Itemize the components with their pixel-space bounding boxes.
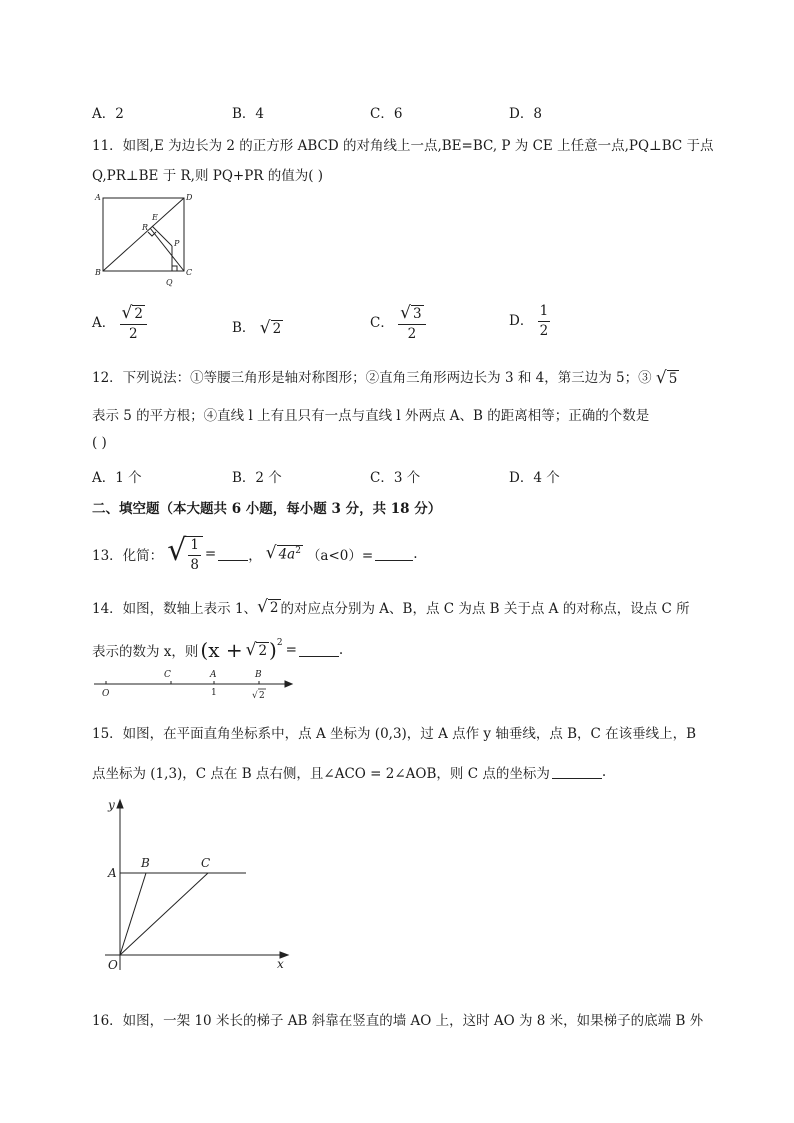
label-q: Q bbox=[166, 278, 173, 287]
label-d: D bbox=[186, 193, 193, 202]
q11-option-c bbox=[370, 305, 426, 342]
section-2-title: 二、填空题（本大题共 6 小题，每小题 3 分，共 18 分） bbox=[92, 501, 442, 517]
q11-option-c-frac: √ 3 2 bbox=[398, 305, 425, 342]
q13-sup: 2 bbox=[295, 546, 301, 557]
q13-sep: ， bbox=[248, 548, 262, 564]
q13-line: 13．化简： √ $\frac{1}{8}$ = ， √ $4a^2$ （a<0）= . bbox=[92, 533, 418, 573]
q13-blank-1[interactable] bbox=[218, 548, 248, 561]
q12-sqrt5: 5 bbox=[668, 371, 678, 387]
q11-a-den: 2 bbox=[128, 326, 138, 342]
q12-option-d: D．4 个 bbox=[509, 470, 560, 486]
label-sqrt2-rad: √ bbox=[252, 691, 258, 701]
q12-option-a: A．1 个 bbox=[92, 470, 142, 486]
q11-d-num: 1 bbox=[538, 305, 551, 322]
q11-c-radicand: 3 bbox=[412, 306, 422, 322]
q14-eq: = bbox=[285, 642, 297, 658]
y-axis-arrow bbox=[117, 800, 123, 808]
q11-option-a-frac: √ 2 2 bbox=[120, 305, 147, 342]
q13-num: 1 bbox=[188, 539, 201, 556]
q16-line1: 16．如图，一架 10 米长的梯子 AB 斜靠在竖直的墙 AO 上，这时 AO 为 8 米，如果梯子的底端 B 外 bbox=[92, 1013, 704, 1029]
number-line-arrow bbox=[285, 681, 292, 687]
label-c: C bbox=[201, 856, 211, 870]
label-y: y bbox=[108, 798, 115, 812]
q13-eq1: = bbox=[204, 546, 217, 562]
q13-end: . bbox=[413, 546, 418, 562]
label-o: O bbox=[102, 689, 110, 699]
q15-line2-text: 点坐标为 (1,3)，C 点在 B 点右侧，且∠ACO = 2∠AOB，则 C 点的坐标为 bbox=[92, 766, 550, 782]
q14-sup: 2 bbox=[276, 638, 283, 648]
q13-blank-2[interactable] bbox=[375, 548, 413, 561]
q11-option-b-label: B． bbox=[232, 320, 256, 336]
q15-line2 bbox=[92, 762, 606, 782]
q11-line2: Q,PR⊥BE 于 R,则 PQ+PR 的值为( ) bbox=[92, 168, 324, 184]
q15-blank[interactable] bbox=[552, 766, 602, 779]
q14-expr-sqrt2: 2 bbox=[258, 642, 268, 659]
label-sqrt2: 2 bbox=[259, 691, 265, 701]
q14-blank[interactable] bbox=[299, 644, 339, 657]
q11-option-a-label: A． bbox=[92, 314, 116, 331]
q12-line3: ( ) bbox=[92, 435, 107, 451]
q10-option-c: C．6 bbox=[370, 106, 403, 122]
q12-option-b: B．2 个 bbox=[232, 470, 282, 486]
q13-radicand: 4a bbox=[278, 546, 296, 563]
q11-d-den: 2 bbox=[539, 322, 549, 339]
label-c: C bbox=[164, 670, 171, 680]
label-p: P bbox=[174, 239, 180, 248]
q10-option-d: D．8 bbox=[509, 106, 542, 122]
q14-number-line bbox=[92, 664, 297, 704]
q13-prefix: 13．化简： bbox=[92, 548, 164, 564]
q14-line1-post: 的对应点分别为 A、B，点 C 为点 B 关于点 A 的对称点，设点 C 所 bbox=[280, 601, 690, 617]
q10-option-a: A．2 bbox=[92, 106, 124, 122]
label-one: 1 bbox=[211, 688, 217, 698]
label-o: O bbox=[108, 958, 118, 972]
label-e: E bbox=[152, 213, 158, 222]
q11-option-b: B． √ 2 bbox=[232, 318, 282, 338]
q11-option-a bbox=[92, 305, 147, 342]
label-a: A bbox=[210, 670, 217, 680]
q11-c-den: 2 bbox=[407, 326, 417, 342]
q11-option-d-label: D． bbox=[509, 313, 534, 329]
q14-end: . bbox=[338, 642, 344, 658]
q12-line1: 12．下列说法：①等腰三角形是轴对称图形；②直角三角形两边长为 3 和 4，第三边为 5；③ √ 5 bbox=[92, 368, 678, 388]
q14-line1: 14．如图，数轴上表示 1、 √ 2 的对应点分别为 A、B，点 C 为点 B 关于点 A 的对称点，设点 C 所 bbox=[92, 596, 690, 617]
q11-line1: 11．如图,E 为边长为 2 的正方形 ABCD 的对角线上一点,BE=BC, P 为 CE 上任意一点,PQ⊥BC 于点 bbox=[92, 138, 714, 154]
q14-sqrt2: 2 bbox=[269, 599, 279, 616]
q14-line1-pre: 14．如图，数轴上表示 1、 bbox=[92, 601, 258, 617]
q11-option-d bbox=[509, 305, 550, 338]
q14-line2: 表示的数为 x，则 (x + √ 2 ) $^2$ = . bbox=[92, 638, 344, 662]
label-r: R bbox=[142, 223, 149, 232]
label-a: A bbox=[95, 193, 101, 202]
label-b: B bbox=[141, 856, 150, 870]
q11-square-figure bbox=[92, 190, 202, 288]
q13-den: 8 bbox=[190, 556, 199, 573]
q15-line1: 15．如图，在平面直角坐标系中，点 A 坐标为 (0,3)，过 A 点作 y 轴垂线，点 B，C 在该垂线上，B bbox=[92, 726, 697, 742]
q14-line2-pre: 表示的数为 x，则 bbox=[92, 644, 199, 660]
q10-option-b: B．4 bbox=[232, 106, 265, 122]
label-x: x bbox=[277, 957, 284, 971]
q15-coordinate-figure bbox=[100, 795, 300, 975]
q11-a-radicand: 2 bbox=[134, 306, 143, 322]
q12-line1-text: 12．下列说法：①等腰三角形是轴对称图形；②直角三角形两边长为 3 和 4，第三边为 5；③ bbox=[92, 370, 652, 386]
q14-expr-close: ) bbox=[269, 638, 277, 662]
q11-b-radicand: 2 bbox=[272, 321, 282, 337]
label-a: A bbox=[108, 866, 117, 880]
right-angle-q bbox=[172, 266, 177, 271]
q11-option-c-label: C． bbox=[370, 314, 394, 331]
q15-end: . bbox=[601, 764, 607, 780]
label-b: B bbox=[255, 670, 262, 680]
label-b: B bbox=[95, 268, 101, 277]
q11-option-d-frac bbox=[538, 305, 551, 338]
label-c: C bbox=[186, 268, 193, 277]
q13-condition: （a<0）= bbox=[306, 548, 374, 564]
q12-line2: 表示 5 的平方根；④直线 l 上有且只有一点与直线 l 外两点 A、B 的距离相等；正确的个数是 bbox=[92, 408, 650, 424]
q12-option-c: C．3 个 bbox=[370, 470, 421, 486]
segment-ec bbox=[150, 228, 184, 271]
q14-expr: (x + bbox=[200, 638, 243, 662]
